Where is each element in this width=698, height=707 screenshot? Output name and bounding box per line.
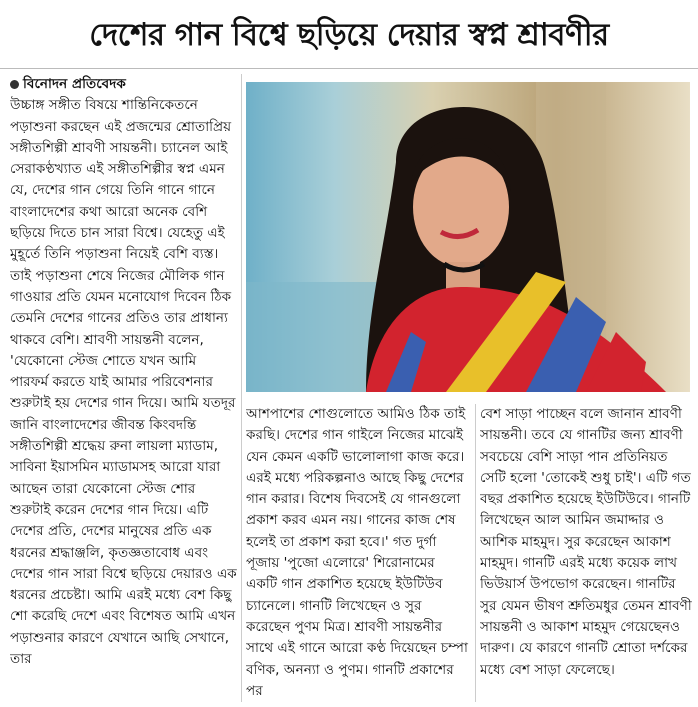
bullet-icon bbox=[10, 80, 19, 89]
column-divider bbox=[475, 404, 476, 702]
column-divider bbox=[241, 74, 242, 702]
article-column-2 bbox=[246, 404, 470, 702]
column-1-text: উচ্চাঙ্গ সঙ্গীত বিষয়ে শান্তিনিকেতনে পড়াশুনা করছেন এই প্রজন্মের শ্রোতাপ্রিয় সঙ্গীতশিল্পী শ্রাবণী সায়ন্তনী। চ্যানেল আই সেরাকণ্ঠখ্যাত এই সঙ্গীতশিল্পীর স্বপ্ন এমন যে, দেশের গান গেয়ে তিনি গানে গানে বাংলাদেশের কথা আরো অনেক বেশি ছড়িয়ে দিতে চান সারা বিশ্বে। যেহেতু এই মুহূর্তে তিনি পড়াশুনা নিয়েই বেশি ব্যস্ত। তাই পড়াশুনা শেষে নিজের মৌলিক গান গাওয়ার প্রতি যেমন মনোযোগ দিবেন ঠিক তেমনি দেশের গানের প্রতিও তার প্রাধান্য থাকবে বেশি। শ্রাবণী সায়ন্তনী বলেন, 'যেকোনো স্টেজ শোতে যখন আমি পারফর্ম করতে যাই আমার পরিবেশনার শুরুটাই হয় দেশের গান দিয়ে। আমি যতদূর জানি বাংলাদেশের জীবন্ত কিংবদন্তি সঙ্গীতশিল্পী শ্রদ্ধেয় রুনা লায়লা ম্যাডাম, সাবিনা ইয়াসমিন ম্যাডামসহ আরো যারা আছেন তারা যেকোনো স্টেজ শোর শুরুটাই করেন দেশের গান দিয়ে। এটি দেশের প্রতি, দেশের মানুষের প্রতি এক ধরনের শ্রদ্ধাঞ্জলি, কৃতজ্ঞতাবোধ এবং দেশের গান সারা বিশ্বে ছড়িয়ে দেয়ারও এক ধরনের প্রচেষ্টা। আমি এরই মধ্যে বেশ কিছু শো করেছি দেশে এবং বিশেষত আমি এখন পড়াশুনার কারণে যেখানে আছি সেখানে, তার bbox=[10, 97, 237, 668]
article-column-1 bbox=[10, 74, 238, 702]
headline-divider bbox=[0, 68, 698, 69]
article-photo bbox=[246, 82, 690, 392]
article-column-3 bbox=[480, 404, 694, 702]
byline-text: বিনোদন প্রতিবেদক bbox=[23, 76, 126, 92]
article-headline: দেশের গান বিশ্বে ছড়িয়ে দেয়ার স্বপ্ন শ্রাবণীর bbox=[89, 17, 609, 53]
portrait-photo-icon bbox=[246, 82, 690, 392]
column-2-text: আশপাশের শোগুলোতে আমিও ঠিক তাই করছি। দেশের গান গাইলে নিজের মাঝেই যেন কেমন একটি ভালোলাগা কাজ করে। এরই মধ্যে পরিকল্পনাও আছে কিছু দেশের গান করার। বিশেষ দিবসেই যে গানগুলো প্রকাশ করব এমন নয়। গানের কাজ শেষ হলেই তা প্রকাশ করা হবে।' গত দুর্গা পূজায় 'পুজো এলোরে' শিরোনামের একটি গান প্রকাশিত হয়েছে ইউটিউব চ্যানেলে। গানটি লিখেছেন ও সুর করেছেন পুণম মিত্র। শ্রাবণী সায়ন্তনীর সাথে এই গানে আরো কণ্ঠ দিয়েছেন চম্পা বণিক, অনন্যা ও পুণম। গানটি প্রকাশের পর bbox=[246, 406, 468, 699]
byline bbox=[10, 74, 238, 95]
column-3-text: বেশ সাড়া পাচ্ছেন বলে জানান শ্রাবণী সায়ন্তনী। তবে যে গানটির জন্য শ্রাবণী সবচেয়ে বেশি সাড়া পান প্রতিনিয়ত সেটি হলো 'তোকেই শুধু চাই'। এটি গত বছর প্রকাশিত হয়েছে ইউটিউবে। গানটি লিখেছেন আল আমিন জমাদ্দার ও আশিক মাহমুদ। সুর করেছেন আকাশ মাহমুদ। গানটি এরই মধ্যে কয়েক লাখ ভিউয়ার্স উপভোগ করেছেন। গানটির সুর যেমন ভীষণ শ্রুতিমধুর তেমন শ্রাবণী সায়ন্তনী ও আকাশ মাহমুদ গেয়েছেনও দারুণ। যে কারণে গানটি শ্রোতা দর্শকের মধ্যে বেশ সাড়া ফেলেছে। bbox=[480, 406, 692, 678]
